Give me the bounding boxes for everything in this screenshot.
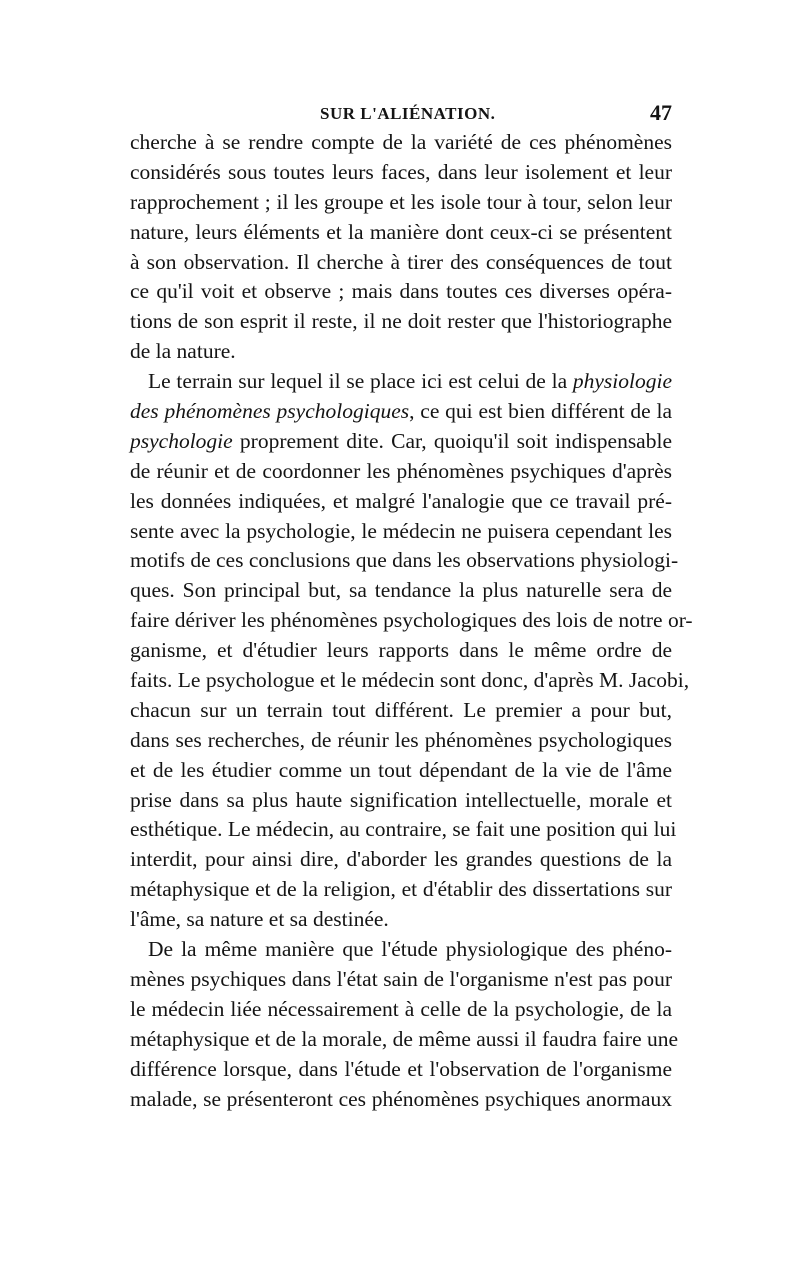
italic-term: psychologie: [130, 428, 233, 453]
text-line: de réunir et de coordonner les phénomènes psychiques d'après: [130, 458, 672, 483]
text-line: ganisme, et d'étudier leurs rapports dans le même ordre de: [130, 638, 672, 663]
text-line: mènes psychiques dans l'état sain de l'organisme n'est pas pour: [130, 966, 672, 991]
text-line: différence lorsque, dans l'étude et l'observation de l'organisme: [130, 1056, 672, 1081]
text-line: ques. Son principal but, sa tendance la plus naturelle sera de: [130, 578, 672, 603]
text-line: motifs de ces conclusions que dans les observations physiologi-: [130, 548, 679, 573]
paragraph: [130, 128, 672, 367]
text-line: faire dériver les phénomènes psychologiques des lois de notre or-: [130, 608, 693, 633]
text-line: l'âme, sa nature et sa destinée.: [130, 907, 389, 932]
paragraph: [130, 367, 693, 935]
text-line: prise dans sa plus haute signification intellectuelle, morale et: [130, 787, 672, 812]
text-line: considérés sous toutes leurs faces, dans leur isolement et leur: [130, 159, 672, 184]
body-text: [130, 128, 693, 1114]
text-line: de la nature.: [130, 339, 236, 364]
text-line: malade, se présenteront ces phénomènes psychiques anormaux: [130, 1086, 672, 1111]
text-line: les données indiquées, et malgré l'analogie que ce travail pré-: [130, 488, 672, 513]
text-line: tions de son esprit il reste, il ne doit rester que l'historiographe: [130, 309, 672, 334]
page-number: 47: [650, 100, 672, 125]
text-line: à son observation. Il cherche à tirer des conséquences de tout: [130, 249, 672, 274]
running-title: SUR L'ALIÉNATION.: [320, 104, 496, 123]
text-line: nature, leurs éléments et la manière dont ceux-ci se présentent: [130, 219, 672, 244]
text-line: ce qu'il voit et observe ; mais dans toutes ces diverses opéra-: [130, 279, 672, 304]
text-line: faits. Le psychologue et le médecin sont donc, d'après M. Jacobi,: [130, 668, 690, 693]
text-line: et de les étudier comme un tout dépendant de la vie de l'âme: [130, 757, 672, 782]
paragraph: [130, 935, 679, 1114]
text-line: métaphysique et de la religion, et d'établir des dissertations sur: [130, 877, 672, 902]
text-line: métaphysique et de la morale, de même aussi il faudra faire une: [130, 1026, 679, 1051]
text-line: des phénomènes psychologiques, ce qui est bien différent de la: [130, 399, 673, 424]
text-line: cherche à se rendre compte de la variété de ces phénomènes: [130, 130, 672, 154]
text-line: dans ses recherches, de réunir les phénomènes psychologiques: [130, 727, 672, 752]
italic-term: physiologie: [572, 369, 672, 394]
running-head: [130, 100, 672, 130]
text-line: psychologie proprement dite. Car, quoiqu'il soit indispensable: [130, 428, 672, 453]
text-line: chacun sur un terrain tout différent. Le premier a pour but,: [130, 697, 672, 722]
italic-term: des phénomènes psychologiques: [130, 399, 410, 424]
text-line: interdit, pour ainsi dire, d'aborder les grandes questions de la: [130, 847, 672, 872]
text-line: Le terrain sur lequel il se place ici est celui de la physiologie: [148, 369, 672, 394]
text-line: De la même manière que l'étude physiologique des phéno-: [148, 937, 672, 962]
text-line: sente avec la psychologie, le médecin ne puisera cependant les: [130, 518, 672, 543]
text-line: rapprochement ; il les groupe et les isole tour à tour, selon leur: [130, 189, 672, 214]
text-line: le médecin liée nécessairement à celle de la psychologie, de la: [130, 996, 672, 1021]
text-line: esthétique. Le médecin, au contraire, se fait une position qui lui: [130, 817, 677, 842]
